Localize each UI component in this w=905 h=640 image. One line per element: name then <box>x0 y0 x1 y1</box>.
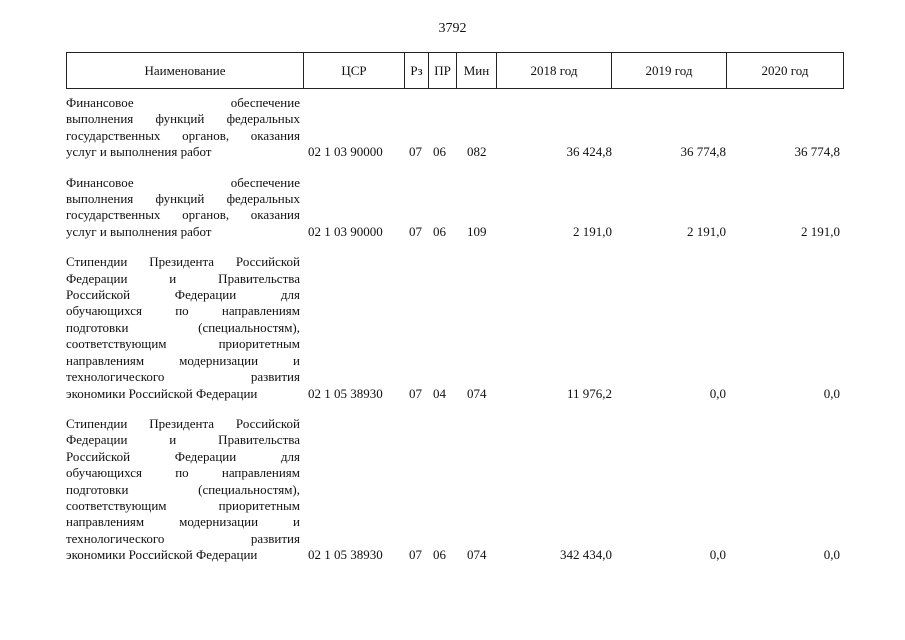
table-row <box>66 254 846 402</box>
name-line: выполнения функций федеральных <box>66 111 300 127</box>
row-rz: 07 <box>409 144 422 160</box>
header-name: Наименование <box>67 53 304 89</box>
row-csr: 02 1 05 38930 <box>308 385 383 401</box>
name-line: Финансовое обеспечение <box>66 95 300 110</box>
row-value-2019: 0,0 <box>709 385 726 401</box>
name-line: подготовки (специальностям), <box>66 319 300 335</box>
row-value-2020: 0,0 <box>823 385 840 401</box>
row-value-2020: 36 774,8 <box>794 144 840 160</box>
row-rz: 07 <box>409 385 422 401</box>
row-pr: 06 <box>433 547 446 563</box>
row-value-2018: 36 424,8 <box>566 144 612 160</box>
row-value-2019: 0,0 <box>709 547 726 563</box>
row-name <box>66 416 300 564</box>
name-line: направлениям модернизации и <box>66 352 300 368</box>
header-pr: ПР <box>429 53 457 89</box>
header-2018: 2018 год <box>497 53 612 89</box>
name-line: технологического развития <box>66 369 300 385</box>
row-value-2019: 36 774,8 <box>680 144 726 160</box>
name-line: Стипендии Президента Российской <box>66 254 300 270</box>
name-line: государственных органов, оказания <box>66 207 300 223</box>
name-line: Российской Федерации для <box>66 448 300 464</box>
name-line: Федерации и Правительства <box>66 432 300 448</box>
name-line: государственных органов, оказания <box>66 127 300 143</box>
table-body <box>66 95 846 572</box>
row-min: 074 <box>467 385 487 401</box>
name-line: соответствующим приоритетным <box>66 497 300 513</box>
row-rz: 07 <box>409 223 422 239</box>
page-number: 3792 <box>438 21 467 36</box>
row-value-2018: 342 434,0 <box>560 547 612 563</box>
row-value-2018: 2 191,0 <box>573 223 612 239</box>
name-line: обучающихся по направлениям <box>66 303 300 319</box>
row-pr: 04 <box>433 385 446 401</box>
name-line: услуг и выполнения работ <box>66 144 212 160</box>
header-2020: 2020 год <box>727 53 844 89</box>
name-line: выполнения функций федеральных <box>66 191 300 207</box>
row-pr: 06 <box>433 223 446 239</box>
row-name <box>66 175 300 241</box>
row-csr: 02 1 03 90000 <box>308 144 383 160</box>
header-rz: Рз <box>405 53 429 89</box>
table-row <box>66 416 846 564</box>
row-value-2019: 2 191,0 <box>687 223 726 239</box>
name-line: экономики Российской Федерации <box>66 547 258 563</box>
name-line: услуг и выполнения работ <box>66 223 212 239</box>
name-line: подготовки (специальностям), <box>66 481 300 497</box>
name-line: Стипендии Президента Российской <box>66 415 300 431</box>
name-line: обучающихся по направлениям <box>66 465 300 481</box>
row-csr: 02 1 05 38930 <box>308 547 383 563</box>
header-min: Мин <box>457 53 497 89</box>
name-line: направлениям модернизации и <box>66 514 300 530</box>
table-row <box>66 95 846 161</box>
name-line: Российской Федерации для <box>66 287 300 303</box>
name-line: Финансовое обеспечение <box>66 174 300 190</box>
row-value-2020: 0,0 <box>823 547 840 563</box>
row-min: 074 <box>467 547 487 563</box>
row-min: 109 <box>467 223 487 239</box>
table-header <box>66 52 844 89</box>
row-name <box>66 254 300 402</box>
row-min: 082 <box>467 144 487 160</box>
name-line: соответствующим приоритетным <box>66 336 300 352</box>
row-value-2020: 2 191,0 <box>801 223 840 239</box>
row-pr: 06 <box>433 144 446 160</box>
header-2019: 2019 год <box>612 53 727 89</box>
header-csr: ЦСР <box>304 53 405 89</box>
row-name <box>66 95 300 161</box>
name-line: технологического развития <box>66 530 300 546</box>
row-value-2018: 11 976,2 <box>566 385 612 401</box>
table-row <box>66 175 846 241</box>
row-rz: 07 <box>409 547 422 563</box>
name-line: Федерации и Правительства <box>66 270 300 286</box>
name-line: экономики Российской Федерации <box>66 385 258 401</box>
row-csr: 02 1 03 90000 <box>308 223 383 239</box>
